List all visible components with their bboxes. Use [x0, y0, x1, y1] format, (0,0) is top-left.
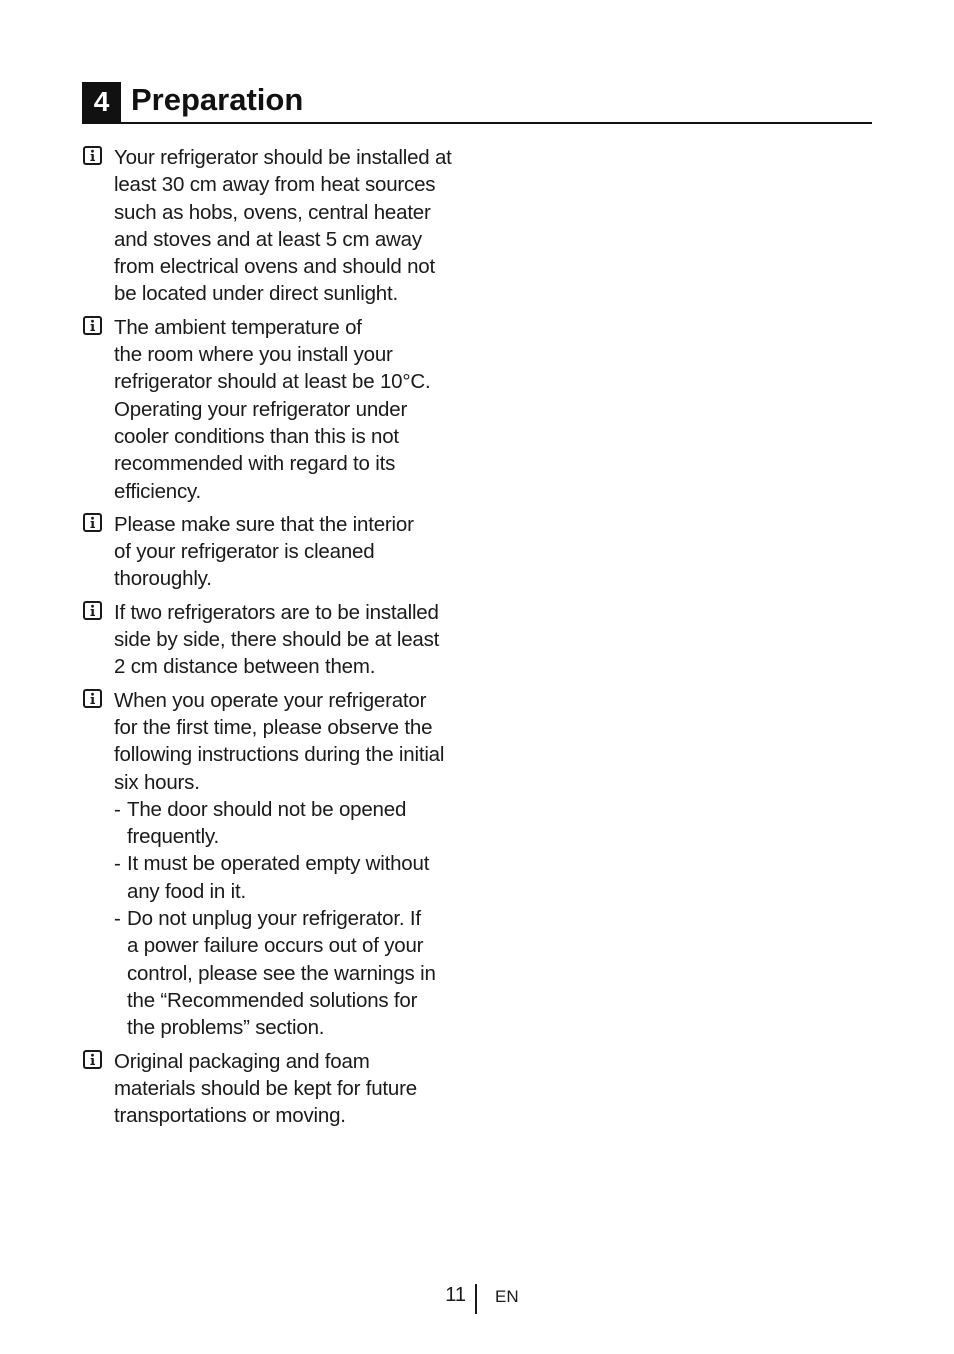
- note-text: The ambient temperature of the room where you install your refrigerator should at least be 10°C. Operating your refrigerator under cooler conditions than this is not recommended with regard to its efficiency.: [114, 315, 431, 503]
- info-icon: [83, 146, 102, 165]
- note-text: If two refrigerators are to be installed side by side, there should be at least 2 cm distance between them.: [114, 600, 440, 679]
- note-text: When you operate your refrigerator for the first time, please observe the following instructions during the initial six hours.: [114, 688, 445, 794]
- page-footer: [0, 1282, 954, 1316]
- dash-bullet: -: [114, 797, 121, 821]
- info-icon: [83, 601, 102, 620]
- section-title: Preparation: [131, 82, 304, 117]
- note-item: [82, 687, 482, 1042]
- sublist-item-text: The door should not be opened frequently.: [127, 797, 407, 849]
- sublist-item: [114, 796, 482, 851]
- section-header: [82, 80, 872, 124]
- sublist-item: [114, 850, 482, 905]
- info-icon: [83, 689, 102, 708]
- sublist-item: [114, 905, 482, 1041]
- note-text: Original packaging and foam materials should be kept for future transportations or moving.: [114, 1049, 417, 1128]
- info-icon: [83, 513, 102, 532]
- sublist-item-text: Do not unplug your refrigerator. If a power failure occurs out of your control, please see the warnings in the “Recommended solutions for the problems” section.: [127, 907, 436, 1040]
- section-number-badge: 4: [82, 82, 121, 122]
- dash-bullet: -: [114, 852, 121, 876]
- note-text: Please make sure that the interior of your refrigerator is cleaned thoroughly.: [114, 512, 414, 591]
- note-item: [82, 144, 482, 308]
- sublist-item-text: It must be operated empty without any food in it.: [127, 852, 430, 903]
- note-item: [82, 314, 482, 505]
- language-code: EN: [495, 1287, 519, 1306]
- note-item: [82, 599, 482, 681]
- note-item: [82, 1048, 482, 1130]
- note-item: [82, 511, 482, 593]
- note-text: Your refrigerator should be installed at least 30 cm away from heat sources such as hobs, ovens, central heater and stoves and at least 5 cm away from electrical ovens and should not be located under direct sunlight.: [114, 146, 452, 306]
- info-icon: [83, 1050, 102, 1069]
- info-icon: [83, 316, 102, 335]
- footer-divider: [475, 1284, 477, 1314]
- preparation-notes: [82, 144, 482, 1135]
- dash-bullet: -: [114, 907, 121, 931]
- instruction-sublist: [114, 796, 482, 1042]
- page-number: 11: [445, 1284, 466, 1306]
